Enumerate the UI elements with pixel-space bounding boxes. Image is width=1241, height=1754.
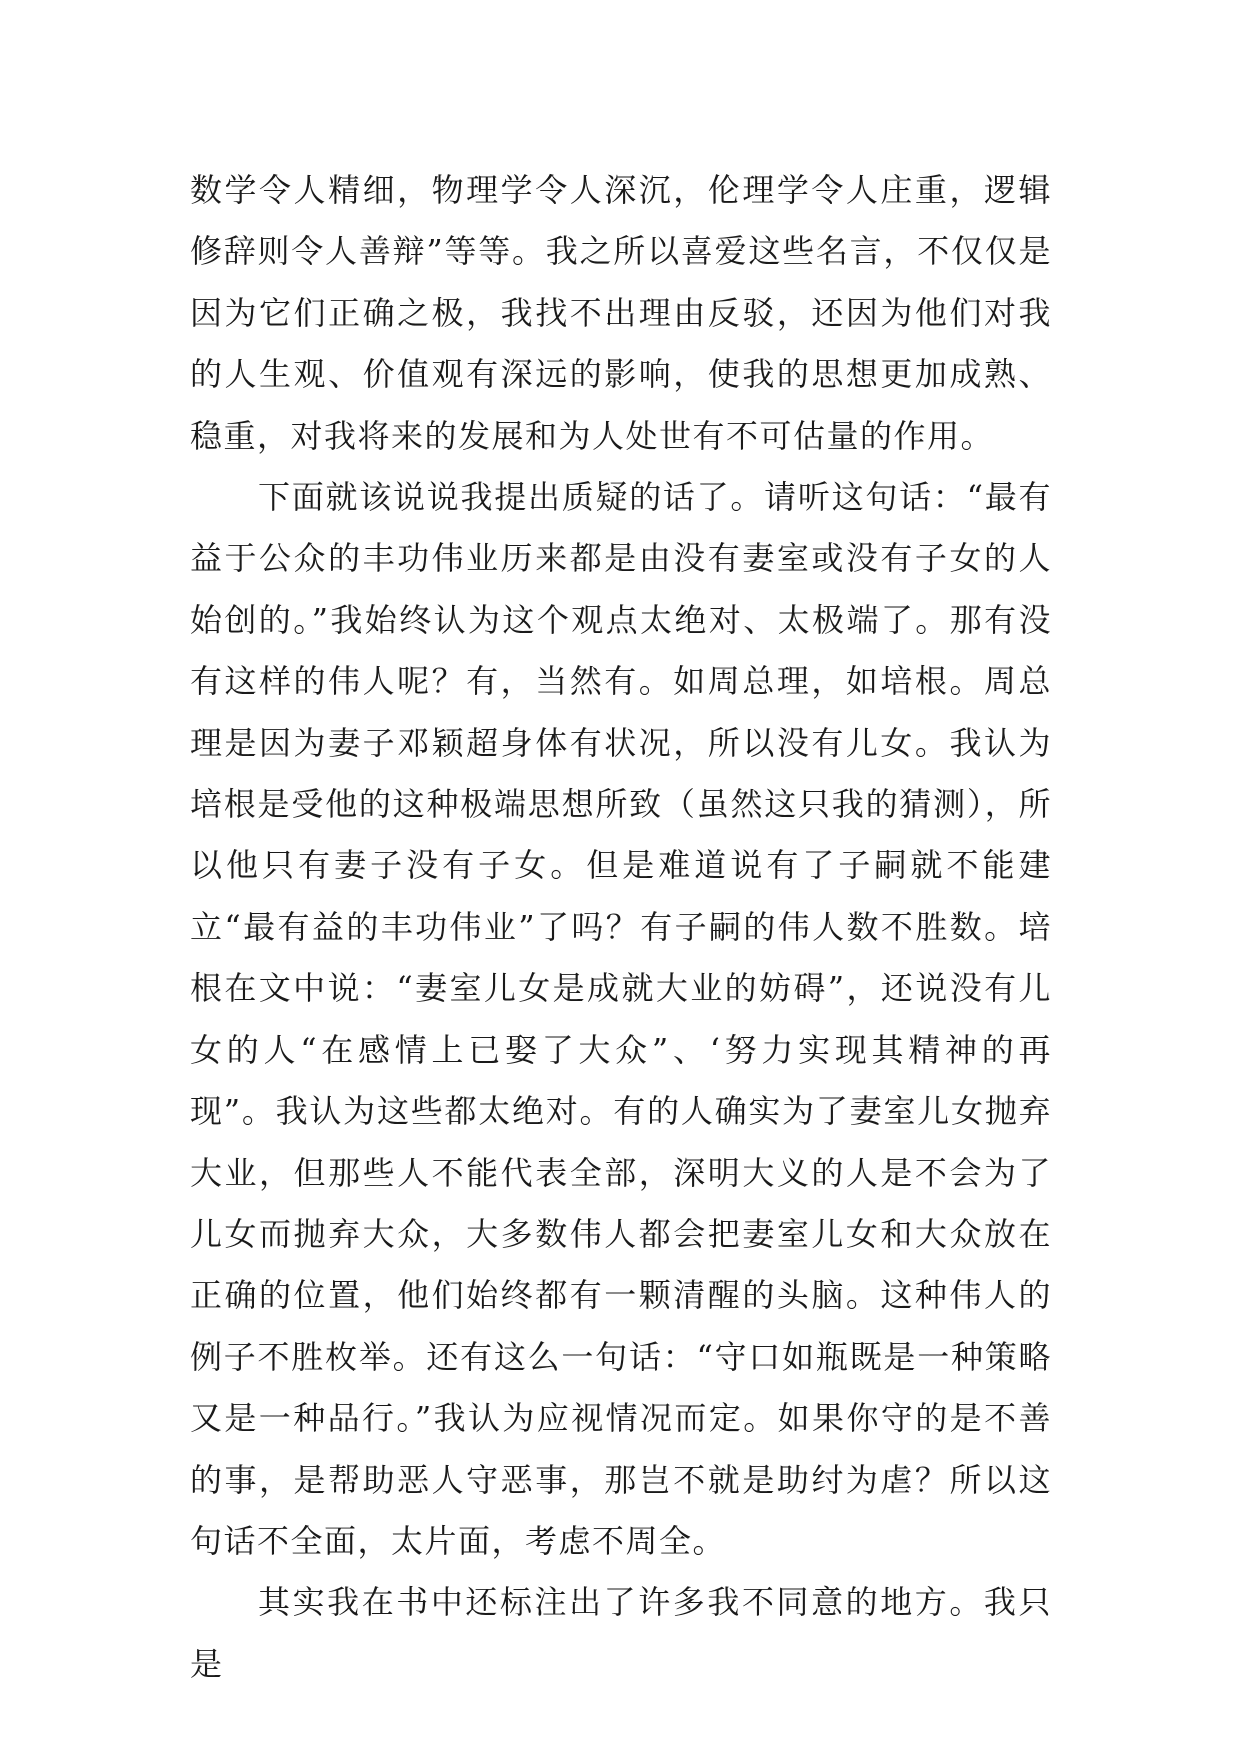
paragraph: 数学令人精细，物理学令人深沉，伦理学令人庄重，逻辑修辞则令人善辩”等等。我之所以喜爱这些名言，不仅仅是因为它们正确之极，我找不出理由反驳，还因为他们对我的人生观、价值观有深远的影响，使我的思想更加成熟、稳重，对我将来的发展和为人处世有不可估量的作用。 — [190, 171, 1052, 455]
paragraph: 其实我在书中还标注出了许多我不同意的地方。我只是 — [190, 1583, 1052, 1683]
paragraph: 下面就该说说我提出质疑的话了。请听这句话：“最有益于公众的丰功伟业历来都是由没有妻室或没有子女的人始创的。”我始终认为这个观点太绝对、太极端了。那有没有这样的伟人呢？有，当然有。如周总理，如培根。周总理是因为妻子邓颖超身体有状况，所以没有儿女。我认为培根是受他的这种极端思想所致（虽然这只我的猜测），所以他只有妻子没有子女。但是难道说有了子嗣就不能建立“最有益的丰功伟业”了吗？有子嗣的伟人数不胜数。培根在文中说：“妻室儿女是成就大业的妨碍”，还说没有儿女的人“在感情上已娶了大众”、‘努力实现其精神的再现”。我认为这些都太绝对。有的人确实为了妻室儿女抛弃大业，但那些人不能代表全部，深明大义的人是不会为了儿女而抛弃大众，大多数伟人都会把妻室儿女和大众放在正确的位置，他们始终都有一颗清醒的头脑。这种伟人的例子不胜枚举。还有这么一句话：“守口如瓶既是一种策略又是一种品行。”我认为应视情况而定。如果你守的是不善的事，是帮助恶人守恶事，那岂不就是助纣为虐？所以这句话不全面，太片面，考虑不周全。 — [190, 478, 1052, 1560]
body-text — [190, 160, 1052, 1695]
